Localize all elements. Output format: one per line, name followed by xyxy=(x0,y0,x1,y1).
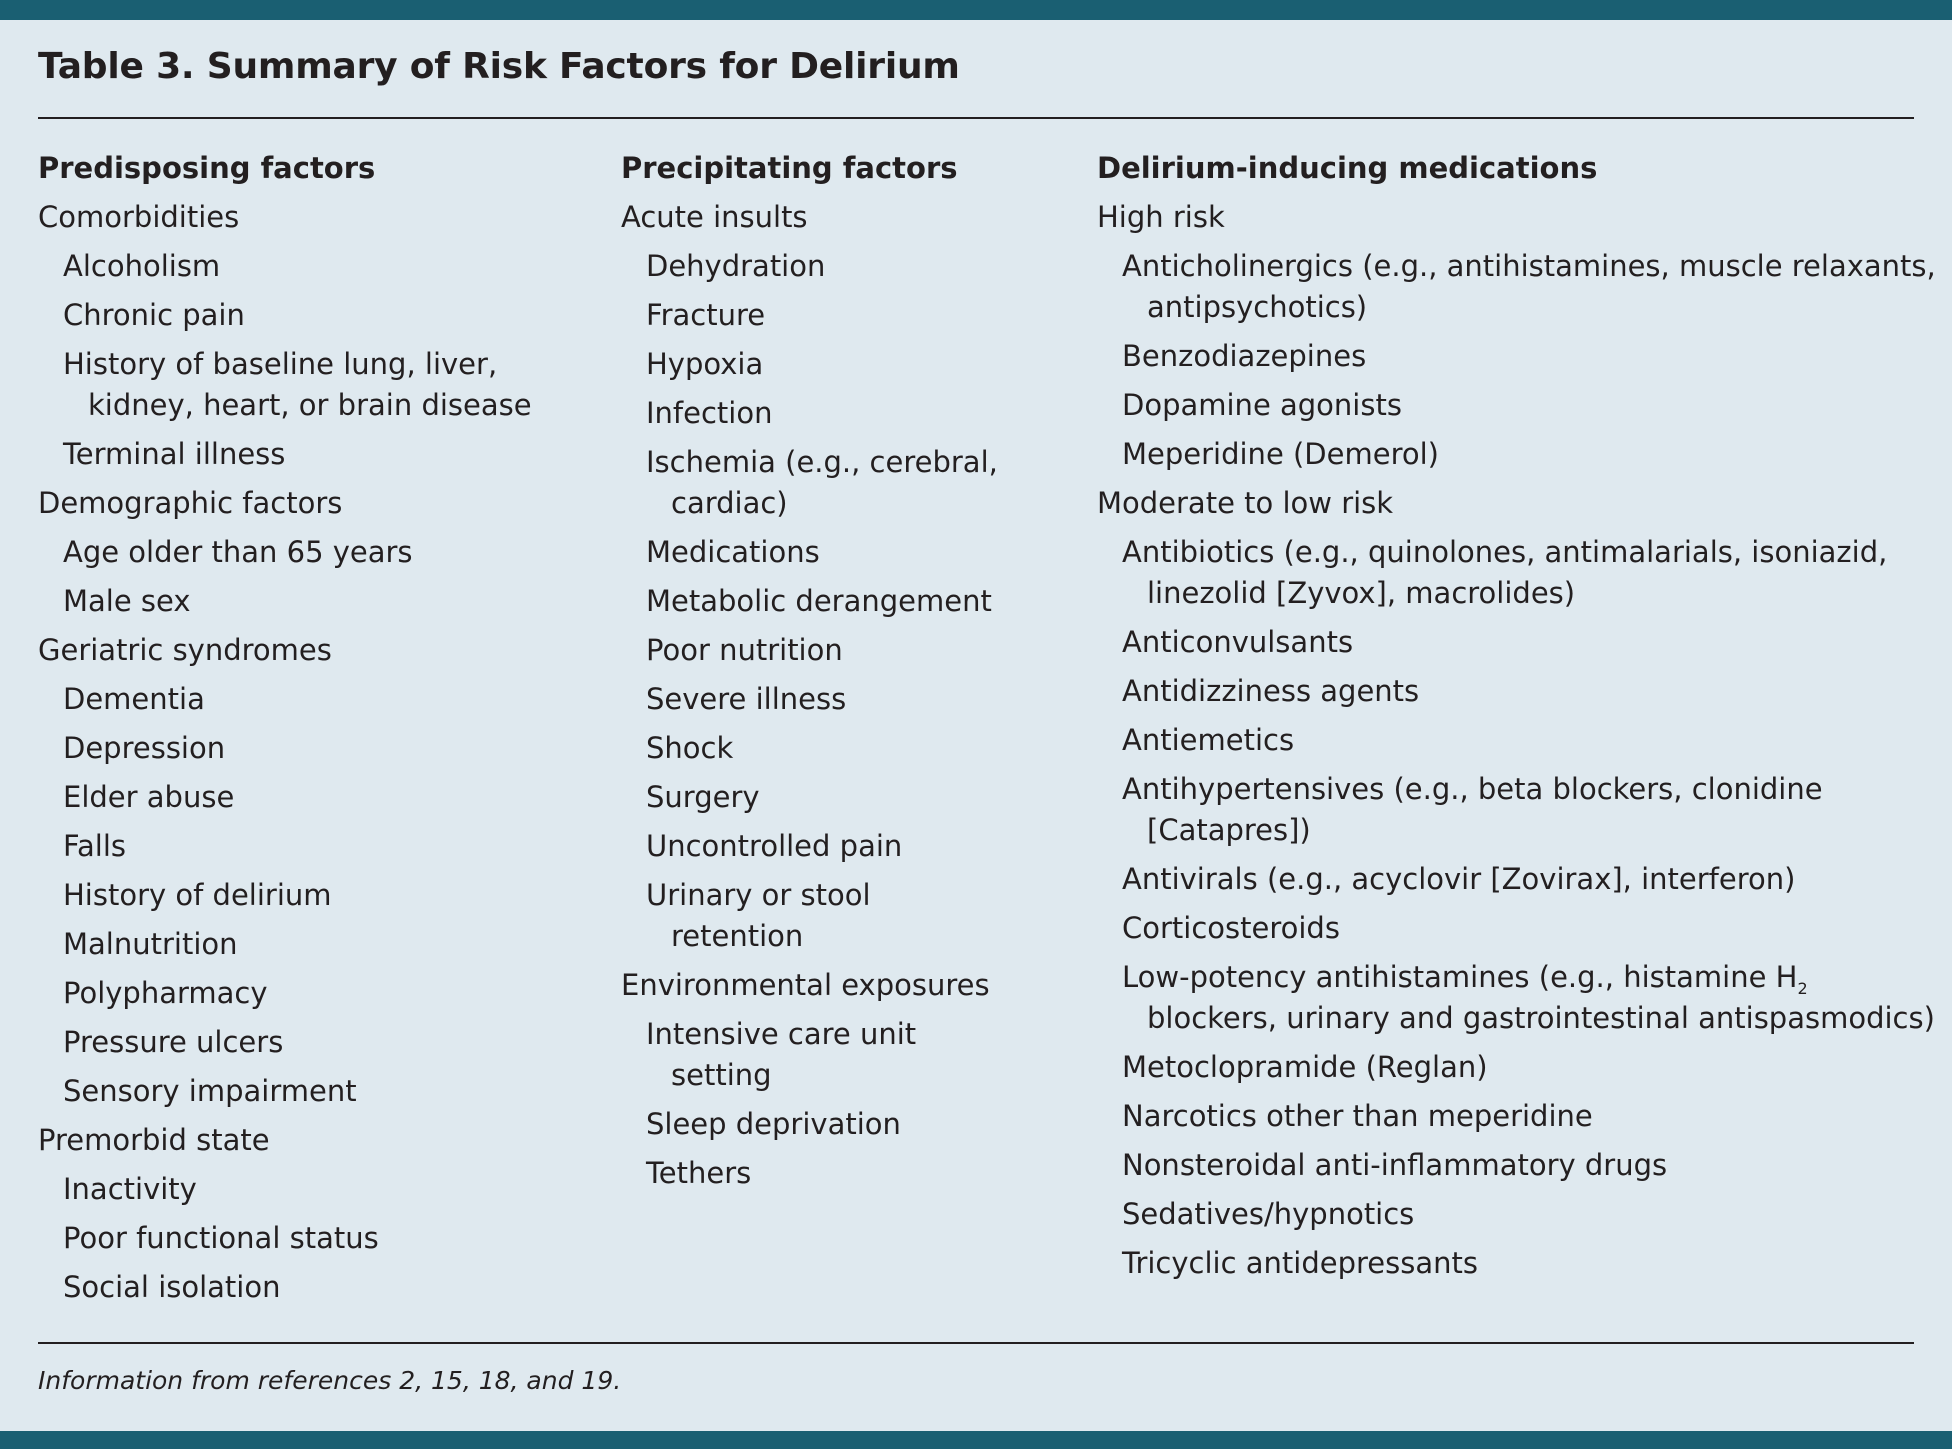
item-text xyxy=(63,924,598,965)
item-text xyxy=(1122,1243,1927,1284)
item-text xyxy=(63,1169,598,1210)
item-text xyxy=(63,1071,598,1112)
item-text-continuation xyxy=(646,1055,1081,1096)
item-text xyxy=(1122,1096,1927,1137)
item-text-continuation xyxy=(1122,998,1935,1039)
item-text xyxy=(646,246,1081,287)
item-text xyxy=(646,295,1081,336)
table-item xyxy=(1097,769,1927,859)
item-text-content: Benzodiazepines xyxy=(1122,339,1367,373)
item-text xyxy=(646,1104,1081,1145)
item-text-content: Intensive care unit xyxy=(646,1017,917,1051)
table-item xyxy=(38,1267,598,1316)
table-item xyxy=(621,630,1081,679)
column-header: Precipitating factors xyxy=(621,151,958,185)
item-text-content: Uncontrolled pain xyxy=(646,829,903,863)
item-text xyxy=(63,728,598,769)
item-text-content: Surgery xyxy=(646,780,760,814)
item-text xyxy=(646,875,1081,916)
table-item xyxy=(1097,532,1927,622)
item-text xyxy=(63,344,598,385)
item-text-content: Antihypertensives (e.g., beta blockers, clonidine xyxy=(1122,772,1823,806)
item-text xyxy=(621,197,1081,238)
item-text xyxy=(1097,197,1927,238)
table-item xyxy=(1097,385,1927,434)
item-text-content: Metabolic derangement xyxy=(646,584,992,618)
item-text-content: Meperidine (Demerol) xyxy=(1122,437,1439,471)
item-text-content: History of baseline lung, liver, xyxy=(63,347,498,381)
item-text-content: Sleep deprivation xyxy=(646,1107,901,1141)
table-item xyxy=(1097,720,1927,769)
item-text xyxy=(1122,908,1927,949)
item-text xyxy=(646,1153,1081,1194)
item-text-content: High risk xyxy=(1097,200,1225,234)
item-text-continuation xyxy=(1122,810,1927,851)
table-item xyxy=(1097,336,1927,385)
table-item xyxy=(38,875,598,924)
footnote: Information from references 2, 15, 18, and 19. xyxy=(38,1366,622,1395)
item-text-content: Sedatives/hypnotics xyxy=(1122,1197,1415,1231)
item-text-content: blockers, urinary and gastrointestinal antispasmodics) xyxy=(1147,1001,1935,1035)
table-item xyxy=(1097,1145,1927,1194)
item-text xyxy=(646,581,1081,622)
item-text xyxy=(1097,483,1927,524)
item-text-content: Hypoxia xyxy=(646,347,764,381)
table-item xyxy=(1097,908,1927,957)
item-text xyxy=(1122,1047,1927,1088)
item-text-content: antipsychotics) xyxy=(1147,290,1368,324)
item-text-content: Acute insults xyxy=(621,200,808,234)
item-text-content: Sensory impairment xyxy=(63,1074,357,1108)
item-text-continuation xyxy=(646,483,1081,524)
item-text xyxy=(63,777,598,818)
column-predisposing-factors xyxy=(38,148,598,1316)
top-accent-bar xyxy=(0,0,1952,20)
item-text xyxy=(1122,246,1936,287)
item-text-content: Dementia xyxy=(63,682,205,716)
table-item xyxy=(621,344,1081,393)
table-category xyxy=(1097,197,1927,246)
table-item xyxy=(38,924,598,973)
item-text-content: Social isolation xyxy=(63,1270,281,1304)
item-text xyxy=(38,630,598,671)
item-text-content: History of delirium xyxy=(63,878,332,912)
table-item xyxy=(38,434,598,483)
item-text xyxy=(1122,1194,1927,1235)
item-text xyxy=(1122,957,1927,998)
title-divider xyxy=(38,117,1914,119)
item-text-content: Anticholinergics (e.g., antihistamines, muscle relaxants, xyxy=(1122,249,1936,283)
table-item xyxy=(1097,671,1927,720)
table-category xyxy=(621,965,1081,1014)
table-category xyxy=(621,197,1081,246)
item-text-content: Age older than 65 years xyxy=(63,535,413,569)
item-text-content: Chronic pain xyxy=(63,298,245,332)
item-text-content: Alcoholism xyxy=(63,249,221,283)
table-category xyxy=(38,483,598,532)
item-text-content: Demographic factors xyxy=(38,486,343,520)
item-text xyxy=(646,1014,1081,1055)
item-text xyxy=(646,728,1081,769)
item-text-content: Antidizziness agents xyxy=(1122,674,1420,708)
item-text-content: Anticonvulsants xyxy=(1122,625,1354,659)
item-text-content: Terminal illness xyxy=(63,437,286,471)
item-text-continuation xyxy=(1122,287,1927,328)
table-item xyxy=(621,826,1081,875)
item-text-continuation xyxy=(63,385,598,426)
item-text-content: Corticosteroids xyxy=(1122,911,1340,945)
item-text-content: Poor functional status xyxy=(63,1221,379,1255)
item-text-content: Malnutrition xyxy=(63,927,238,961)
column-delirium-inducing-medications xyxy=(1097,148,1936,1292)
table-item xyxy=(38,1169,598,1218)
subscript: 2 xyxy=(1797,978,1808,998)
item-text xyxy=(646,393,1081,434)
table-category xyxy=(38,1120,598,1169)
table-item xyxy=(38,826,598,875)
table-item xyxy=(621,777,1081,826)
item-text xyxy=(1122,1145,1927,1186)
table-item xyxy=(1097,957,1935,1047)
table-item xyxy=(1097,859,1927,908)
item-text-content: setting xyxy=(671,1058,772,1092)
table-item xyxy=(38,1071,598,1120)
item-text-content: Tricyclic antidepressants xyxy=(1122,1246,1478,1280)
column-precipitating-factors xyxy=(621,148,1081,1202)
item-text xyxy=(1122,769,1927,810)
table-item xyxy=(38,295,598,344)
table-item xyxy=(621,246,1081,295)
item-text xyxy=(38,483,598,524)
table-item xyxy=(38,532,598,581)
item-text-content: Ischemia (e.g., cerebral, xyxy=(646,445,998,479)
item-text-content: Pressure ulcers xyxy=(63,1025,284,1059)
item-text xyxy=(646,344,1081,385)
item-text xyxy=(646,777,1081,818)
item-text-content: Polypharmacy xyxy=(63,976,268,1010)
item-text xyxy=(621,965,1081,1006)
table-item xyxy=(38,973,598,1022)
table-category xyxy=(38,197,598,246)
item-text xyxy=(63,1218,598,1259)
column-rows xyxy=(1097,197,1936,1292)
item-text-content: Antibiotics (e.g., quinolones, antimalarials, isoniazid, xyxy=(1122,535,1888,569)
item-text-content: Inactivity xyxy=(63,1172,197,1206)
item-text xyxy=(63,875,598,916)
column-rows xyxy=(621,197,1081,1202)
table-item xyxy=(38,1218,598,1267)
item-text-content: [Catapres]) xyxy=(1147,813,1311,847)
item-text-content: Nonsteroidal anti-inflammatory drugs xyxy=(1122,1148,1668,1182)
table-item xyxy=(1097,1096,1927,1145)
table-item xyxy=(1097,1243,1927,1292)
item-text xyxy=(1122,671,1927,712)
item-text xyxy=(1122,859,1927,900)
item-text xyxy=(63,581,598,622)
item-text-content: Depression xyxy=(63,731,226,765)
table-item xyxy=(621,875,1081,965)
item-text xyxy=(63,973,598,1014)
table-item xyxy=(1097,434,1927,483)
column-header: Delirium-inducing medications xyxy=(1097,151,1598,185)
item-text-content: Premorbid state xyxy=(38,1123,270,1157)
table-item xyxy=(38,777,598,826)
table-item xyxy=(38,581,598,630)
item-text-content: Narcotics other than meperidine xyxy=(1122,1099,1593,1133)
item-text-content: Infection xyxy=(646,396,773,430)
item-text xyxy=(1122,532,1927,573)
item-text-content: Poor nutrition xyxy=(646,633,843,667)
item-text-content: Comorbidities xyxy=(38,200,240,234)
table-item xyxy=(38,1022,598,1071)
table-item xyxy=(621,728,1081,777)
item-text-continuation xyxy=(1122,573,1927,614)
table-item xyxy=(621,1014,1081,1104)
item-text xyxy=(1122,385,1927,426)
item-text xyxy=(1122,336,1927,377)
item-text-content: Geriatric syndromes xyxy=(38,633,332,667)
table-title: Table 3. Summary of Risk Factors for Delirium xyxy=(38,46,960,87)
item-text xyxy=(646,442,1081,483)
item-text xyxy=(38,1120,598,1161)
table-item xyxy=(38,728,598,777)
item-text-content: retention xyxy=(671,919,804,953)
table-item xyxy=(1097,246,1936,336)
table-item xyxy=(621,1153,1081,1202)
item-text xyxy=(1122,622,1927,663)
item-text-content: Medications xyxy=(646,535,820,569)
item-text-content: linezolid [Zyvox], macrolides) xyxy=(1147,576,1576,610)
item-text xyxy=(646,630,1081,671)
table-item xyxy=(1097,1194,1927,1243)
item-text xyxy=(63,532,598,573)
item-text xyxy=(63,826,598,867)
item-text-content: Antivirals (e.g., acyclovir [Zovirax], interferon) xyxy=(1122,862,1796,896)
item-text-content: Low-potency antihistamines (e.g., histamine H xyxy=(1122,960,1798,994)
item-text xyxy=(1122,720,1927,761)
column-header: Predisposing factors xyxy=(38,151,376,185)
item-text-content: Shock xyxy=(646,731,734,765)
item-text-content: cardiac) xyxy=(671,486,788,520)
table-item xyxy=(38,679,598,728)
item-text-content: kidney, heart, or brain disease xyxy=(88,388,532,422)
item-text-content: Fracture xyxy=(646,298,766,332)
table-category xyxy=(38,630,598,679)
table-category xyxy=(1097,483,1927,532)
item-text-content: Metoclopramide (Reglan) xyxy=(1122,1050,1488,1084)
item-text xyxy=(1122,434,1927,475)
item-text-content: Dopamine agonists xyxy=(1122,388,1402,422)
item-text xyxy=(646,532,1081,573)
item-text-content: Male sex xyxy=(63,584,191,618)
item-text xyxy=(646,679,1081,720)
column-rows xyxy=(38,197,598,1316)
table-item xyxy=(621,1104,1081,1153)
item-text-continuation xyxy=(646,916,1081,957)
item-text xyxy=(38,197,598,238)
item-text-content: Falls xyxy=(63,829,127,863)
item-text xyxy=(63,295,598,336)
table-item xyxy=(621,532,1081,581)
item-text xyxy=(646,826,1081,867)
item-text-content: Elder abuse xyxy=(63,780,235,814)
item-text-content: Tethers xyxy=(646,1156,752,1190)
item-text xyxy=(63,1267,598,1308)
item-text-content: Environmental exposures xyxy=(621,968,990,1002)
table-item xyxy=(621,295,1081,344)
table-item xyxy=(621,442,1081,532)
table-item xyxy=(38,344,598,434)
table-item xyxy=(1097,1047,1927,1096)
item-text xyxy=(63,246,598,287)
item-text-content: Dehydration xyxy=(646,249,826,283)
item-text-content: Urinary or stool xyxy=(646,878,871,912)
table-item xyxy=(1097,622,1927,671)
item-text xyxy=(63,434,598,475)
table-item xyxy=(621,679,1081,728)
table-item xyxy=(621,581,1081,630)
footer-divider xyxy=(38,1342,1914,1344)
item-text-content: Severe illness xyxy=(646,682,847,716)
table-item xyxy=(38,246,598,295)
item-text-content: Antiemetics xyxy=(1122,723,1295,757)
bottom-accent-bar xyxy=(0,1431,1952,1449)
item-text-content: Moderate to low risk xyxy=(1097,486,1394,520)
item-text xyxy=(63,679,598,720)
item-text xyxy=(63,1022,598,1063)
table-item xyxy=(621,393,1081,442)
